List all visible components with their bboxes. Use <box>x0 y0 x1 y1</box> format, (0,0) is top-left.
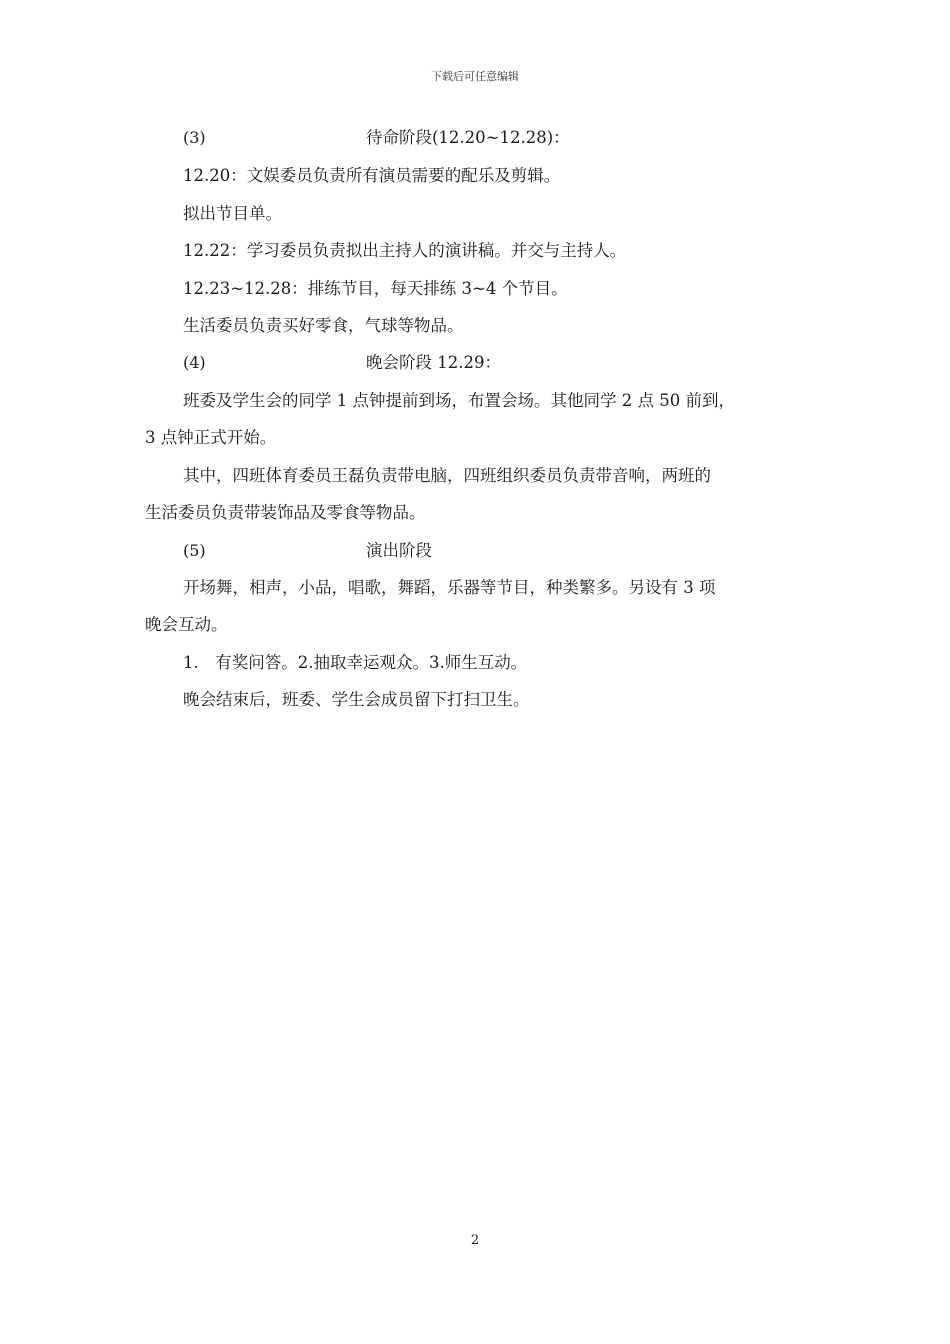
section-5-title: 演出阶段 <box>366 541 432 560</box>
section-3-title: 待命阶段(12.20~12.28)： <box>366 128 570 147</box>
header-note: 下载后可任意编辑 <box>431 70 519 83</box>
paragraph-setup-line2: 3 点钟正式开始。 <box>145 428 277 447</box>
section-3-label: (3) <box>183 128 206 147</box>
paragraph-1220: 12.20：文娱委员负责所有演员需要的配乐及剪辑。 <box>183 166 561 185</box>
paragraph-interactions: 1. 有奖问答。2.抽取幸运观众。3.师生互动。 <box>183 653 528 672</box>
paragraph-1222: 12.22：学习委员负责拟出主持人的演讲稿。并交与主持人。 <box>183 241 627 260</box>
paragraph-performances-line2: 晚会互动。 <box>145 615 228 634</box>
section-5-label: (5) <box>183 541 206 560</box>
paragraph-setup-line1: 班委及学生会的同学 1 点钟提前到场，布置会场。其他同学 2 点 50 前到， <box>183 391 735 410</box>
section-4-label: (4) <box>183 353 206 372</box>
page-number: 2 <box>470 1233 480 1248</box>
paragraph-duties-line2: 生活委员负责带装饰品及零食等物品。 <box>145 503 426 522</box>
paragraph-program-list: 拟出节目单。 <box>183 204 282 223</box>
paragraph-snacks: 生活委员负责买好零食，气球等物品。 <box>183 316 464 335</box>
paragraph-duties-line1: 其中，四班体育委员王磊负责带电脑，四班组织委员负责带音响，两班的 <box>183 466 711 485</box>
section-4-title: 晚会阶段 12.29： <box>366 353 501 372</box>
paragraph-rehearsal: 12.23~12.28：排练节目，每天排练 3~4 个节目。 <box>183 279 568 298</box>
paragraph-performances-line1: 开场舞，相声，小品，唱歌，舞蹈，乐器等节目，种类繁多。另设有 3 项 <box>183 578 716 597</box>
paragraph-cleanup: 晚会结束后，班委、学生会成员留下打扫卫生。 <box>183 690 530 709</box>
